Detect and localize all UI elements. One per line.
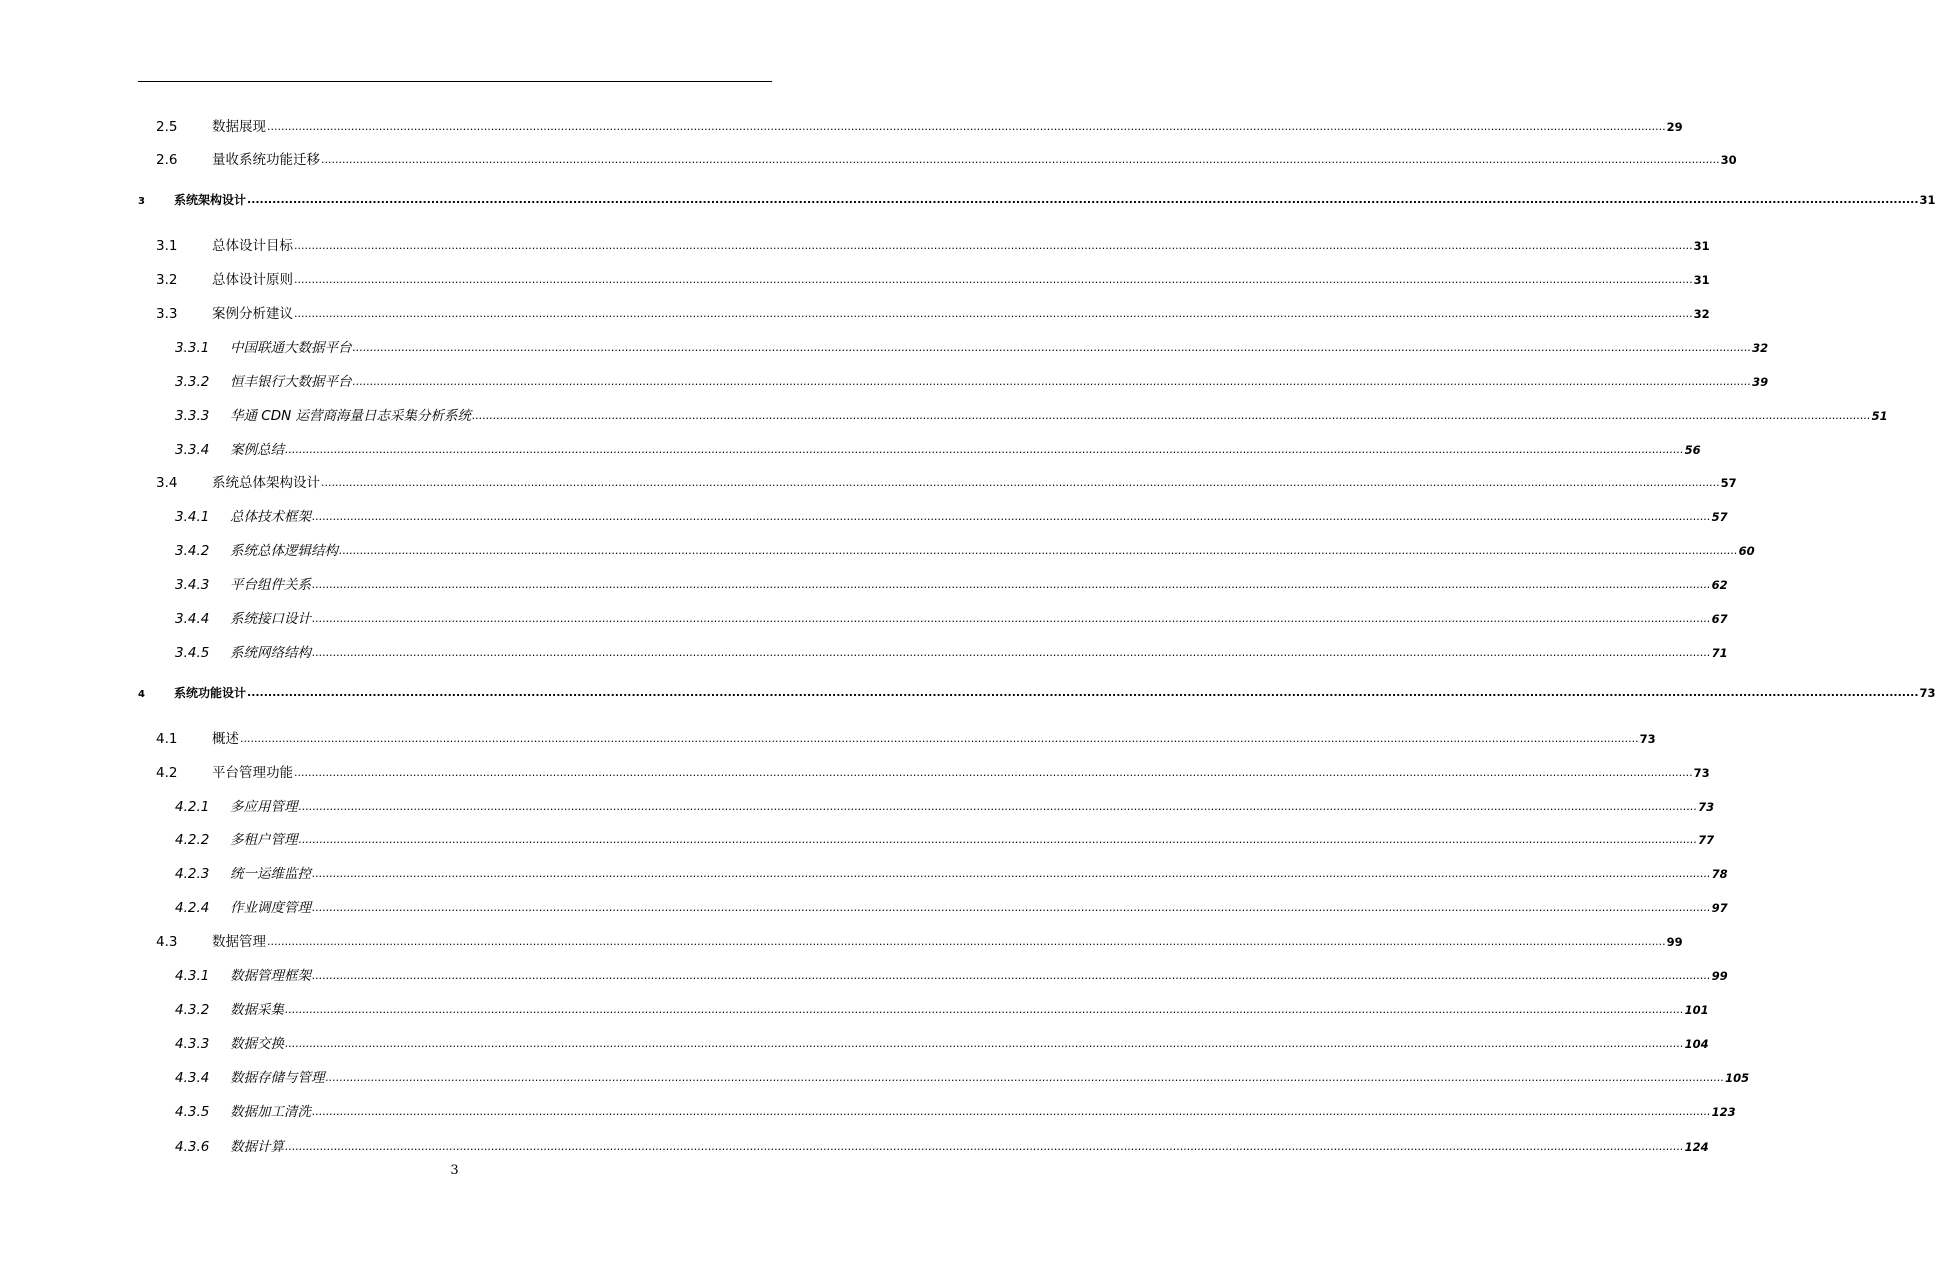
toc-entry-title: 案例分析建议: [212, 306, 293, 322]
toc-entry-number: 4.3.6: [175, 1139, 210, 1155]
toc-dot-leader: ................................................................................................................................................................................................................................................................................................................................................................................................................: [321, 476, 1720, 489]
toc-entry-title: 数据管理: [212, 934, 266, 950]
toc-entry-title: 华通 CDN 运营商海量日志采集分析系统: [230, 408, 472, 424]
toc-entry-number: 3.3.2: [175, 374, 210, 390]
toc-entry-page: 57: [1720, 476, 1737, 490]
toc-dot-leader: ................................................................................................................................................................................................................................................................................................................................................................................................................: [247, 193, 1919, 206]
toc-dot-leader: ................................................................................................................................................................................................................................................................................................................................................................................................................: [294, 273, 1693, 286]
toc-entry-page: 32: [1693, 307, 1710, 321]
toc-entry-title: 系统总体架构设计: [212, 475, 320, 491]
toc-entry-title: 总体设计原则: [212, 272, 293, 288]
toc-entry-title: 多应用管理: [230, 799, 298, 815]
toc-entry-title: 数据采集: [230, 1002, 284, 1018]
toc-dot-leader: ................................................................................................................................................................................................................................................................................................................................................................................................................: [285, 1003, 1684, 1016]
toc-dot-leader: ................................................................................................................................................................................................................................................................................................................................................................................................................: [298, 800, 1698, 813]
toc-entry[interactable]: [0, 1135, 1709, 1157]
toc-entry-number: 3.3: [156, 306, 178, 322]
toc-entry-title: 数据加工清洗: [230, 1104, 311, 1120]
toc-dot-leader: ................................................................................................................................................................................................................................................................................................................................................................................................................: [312, 867, 1711, 880]
toc-entry-page: 67: [1711, 612, 1728, 626]
toc-entry-page: 71: [1711, 646, 1728, 660]
toc-entry-number: 4.2.3: [175, 866, 210, 882]
toc-entry-title: 数据管理框架: [230, 968, 311, 984]
toc-entry[interactable]: [0, 727, 1656, 749]
toc-dot-leader: ................................................................................................................................................................................................................................................................................................................................................................................................................: [312, 969, 1711, 982]
toc-entry-title: 概述: [212, 731, 239, 747]
toc-entry[interactable]: [0, 795, 1715, 817]
toc-entry[interactable]: [0, 370, 1769, 392]
toc-entry[interactable]: [0, 302, 1710, 324]
toc-entry[interactable]: [0, 998, 1709, 1020]
toc-dot-leader: ................................................................................................................................................................................................................................................................................................................................................................................................................: [267, 935, 1666, 948]
toc-dot-leader: ................................................................................................................................................................................................................................................................................................................................................................................................................: [312, 510, 1711, 523]
toc-entry[interactable]: [0, 607, 1728, 629]
toc-entry[interactable]: [0, 115, 1683, 137]
toc-entry-number: 3.4.5: [175, 645, 210, 661]
toc-entry[interactable]: [0, 641, 1728, 663]
toc-dot-leader: ................................................................................................................................................................................................................................................................................................................................................................................................................: [312, 612, 1711, 625]
toc-entry-page: 60: [1738, 544, 1755, 558]
toc-entry-number: 2.5: [156, 119, 178, 135]
toc-entry[interactable]: [0, 471, 1737, 493]
toc-entry[interactable]: [0, 896, 1728, 918]
toc-dot-leader: ................................................................................................................................................................................................................................................................................................................................................................................................................: [285, 443, 1684, 456]
toc-entry-title: 平台管理功能: [212, 765, 293, 781]
toc-dot-leader: ................................................................................................................................................................................................................................................................................................................................................................................................................: [294, 766, 1693, 779]
toc-entry-title: 统一运维监控: [230, 866, 311, 882]
toc-entry-number: 4.3.2: [175, 1002, 210, 1018]
toc-dot-leader: ................................................................................................................................................................................................................................................................................................................................................................................................................: [247, 686, 1919, 699]
toc-entry-page: 73: [1698, 800, 1715, 814]
toc-entry-title: 中国联通大数据平台: [230, 340, 352, 356]
toc-dot-leader: ................................................................................................................................................................................................................................................................................................................................................................................................................: [298, 833, 1698, 846]
toc-entry-page: 73: [1919, 686, 1936, 700]
toc-dot-leader: ................................................................................................................................................................................................................................................................................................................................................................................................................: [285, 1140, 1684, 1153]
toc-dot-leader: ................................................................................................................................................................................................................................................................................................................................................................................................................: [325, 1071, 1725, 1084]
toc-entry[interactable]: [0, 505, 1728, 527]
toc-entry-page: 123: [1711, 1105, 1736, 1119]
toc-entry[interactable]: [0, 539, 1755, 561]
toc-entry-page: 31: [1919, 193, 1936, 207]
page-number: 3: [450, 1163, 459, 1178]
toc-entry-number: 4.3.3: [175, 1036, 210, 1052]
toc-entry-page: 104: [1684, 1037, 1709, 1051]
toc-entry-number: 4.2.2: [175, 832, 210, 848]
toc-entry-page: 30: [1720, 153, 1737, 167]
toc-entry-page: 78: [1711, 867, 1728, 881]
toc-entry-number: 4.2: [156, 765, 178, 781]
toc-entry[interactable]: [0, 1066, 1750, 1088]
toc-entry-number: 3.4.1: [175, 509, 210, 525]
toc-entry-title: 系统功能设计: [174, 686, 247, 700]
toc-entry-title: 系统架构设计: [174, 193, 247, 207]
toc-entry-number: 4.3.5: [175, 1104, 210, 1120]
toc-entry-title: 数据存储与管理: [230, 1070, 325, 1086]
toc-entry-title: 数据展现: [212, 119, 266, 135]
toc-entry[interactable]: [0, 404, 1888, 426]
toc-entry-title: 总体技术框架: [230, 509, 311, 525]
toc-entry[interactable]: [0, 761, 1710, 783]
toc-entry-number: 4.3: [156, 934, 178, 950]
toc-entry-page: 105: [1725, 1071, 1750, 1085]
toc-entry[interactable]: [0, 862, 1728, 884]
toc-entry-title: 量收系统功能迁移: [212, 152, 320, 168]
toc-entry-number: 2.6: [156, 152, 178, 168]
toc-entry-number: 3.1: [156, 238, 178, 254]
toc-entry-page: 97: [1711, 901, 1728, 915]
toc-entry[interactable]: [0, 268, 1710, 290]
toc-entry[interactable]: [0, 148, 1737, 170]
toc-entry-page: 56: [1684, 443, 1701, 457]
toc-entry[interactable]: [0, 573, 1728, 595]
toc-entry-page: 57: [1711, 510, 1728, 524]
toc-entry-number: 3.4: [156, 475, 178, 491]
toc-entry-page: 124: [1684, 1140, 1709, 1154]
toc-entry-number: 3: [138, 196, 145, 207]
toc-entry-page: 31: [1693, 273, 1710, 287]
toc-entry-page: 101: [1684, 1003, 1709, 1017]
toc-dot-leader: ................................................................................................................................................................................................................................................................................................................................................................................................................: [339, 544, 1738, 557]
toc-entry-page: 29: [1666, 120, 1683, 134]
toc-entry-number: 4.3.1: [175, 968, 210, 984]
toc-dot-leader: ................................................................................................................................................................................................................................................................................................................................................................................................................: [267, 120, 1666, 133]
toc-entry[interactable]: [0, 1100, 1736, 1122]
toc-entry-number: 4: [138, 689, 145, 700]
toc-entry-number: 4.2.4: [175, 900, 210, 916]
toc-entry-page: 73: [1693, 766, 1710, 780]
toc-entry[interactable]: [0, 964, 1728, 986]
toc-entry-page: 39: [1752, 375, 1769, 389]
toc-entry[interactable]: [0, 234, 1710, 256]
toc-dot-leader: ................................................................................................................................................................................................................................................................................................................................................................................................................: [312, 1105, 1711, 1118]
toc-entry-number: 3.3.3: [175, 408, 210, 424]
toc-dot-leader: ................................................................................................................................................................................................................................................................................................................................................................................................................: [312, 901, 1711, 914]
toc-entry-number: 4.2.1: [175, 799, 210, 815]
toc-entry-number: 3.2: [156, 272, 178, 288]
toc-dot-leader: ................................................................................................................................................................................................................................................................................................................................................................................................................: [312, 578, 1711, 591]
toc-dot-leader: ................................................................................................................................................................................................................................................................................................................................................................................................................: [321, 153, 1720, 166]
toc-dot-leader: ................................................................................................................................................................................................................................................................................................................................................................................................................: [312, 646, 1711, 659]
toc-entry-title: 恒丰银行大数据平台: [230, 374, 352, 390]
toc-entry-page: 99: [1711, 969, 1728, 983]
toc-entry[interactable]: [0, 684, 1936, 706]
toc-entry-title: 总体设计目标: [212, 238, 293, 254]
toc-entry-title: 数据交换: [230, 1036, 284, 1052]
toc-entry-title: 案例总结: [230, 442, 284, 458]
toc-entry-number: 3.4.4: [175, 611, 210, 627]
toc-entry-title: 系统总体逻辑结构: [230, 543, 338, 559]
toc-dot-leader: ................................................................................................................................................................................................................................................................................................................................................................................................................: [285, 1037, 1684, 1050]
toc-entry-number: 3.3.4: [175, 442, 210, 458]
toc-dot-leader: ................................................................................................................................................................................................................................................................................................................................................................................................................: [472, 409, 1871, 422]
toc-dot-leader: ................................................................................................................................................................................................................................................................................................................................................................................................................: [352, 375, 1752, 388]
toc-entry-title: 系统接口设计: [230, 611, 311, 627]
toc-entry-page: 62: [1711, 578, 1728, 592]
toc-dot-leader: ................................................................................................................................................................................................................................................................................................................................................................................................................: [240, 732, 1639, 745]
toc-entry-page: 51: [1871, 409, 1888, 423]
toc-entry[interactable]: [0, 1032, 1709, 1054]
toc-entry-title: 平台组件关系: [230, 577, 311, 593]
toc-entry-number: 3.4.2: [175, 543, 210, 559]
toc-dot-leader: ................................................................................................................................................................................................................................................................................................................................................................................................................: [352, 341, 1752, 354]
toc-entry[interactable]: [0, 438, 1701, 460]
toc-entry-number: 4.3.4: [175, 1070, 210, 1086]
toc-entry-page: 77: [1698, 833, 1715, 847]
toc-entry-page: 73: [1639, 732, 1656, 746]
toc-entry-number: 3.4.3: [175, 577, 210, 593]
toc-entry[interactable]: [0, 336, 1769, 358]
toc-entry-page: 99: [1666, 935, 1683, 949]
toc-entry[interactable]: [0, 930, 1683, 952]
toc-entry-number: 3.3.1: [175, 340, 210, 356]
toc-entry-page: 31: [1693, 239, 1710, 253]
toc-entry[interactable]: [0, 828, 1715, 850]
toc-entry-title: 多租户管理: [230, 832, 298, 848]
toc-entry-title: 作业调度管理: [230, 900, 311, 916]
toc-entry-page: 32: [1752, 341, 1769, 355]
toc-entry[interactable]: [0, 191, 1936, 213]
toc-dot-leader: ................................................................................................................................................................................................................................................................................................................................................................................................................: [294, 239, 1693, 252]
toc-dot-leader: ................................................................................................................................................................................................................................................................................................................................................................................................................: [294, 307, 1693, 320]
toc-entry-title: 系统网络结构: [230, 645, 311, 661]
toc-entry-number: 4.1: [156, 731, 178, 747]
toc-entry-title: 数据计算: [230, 1139, 284, 1155]
